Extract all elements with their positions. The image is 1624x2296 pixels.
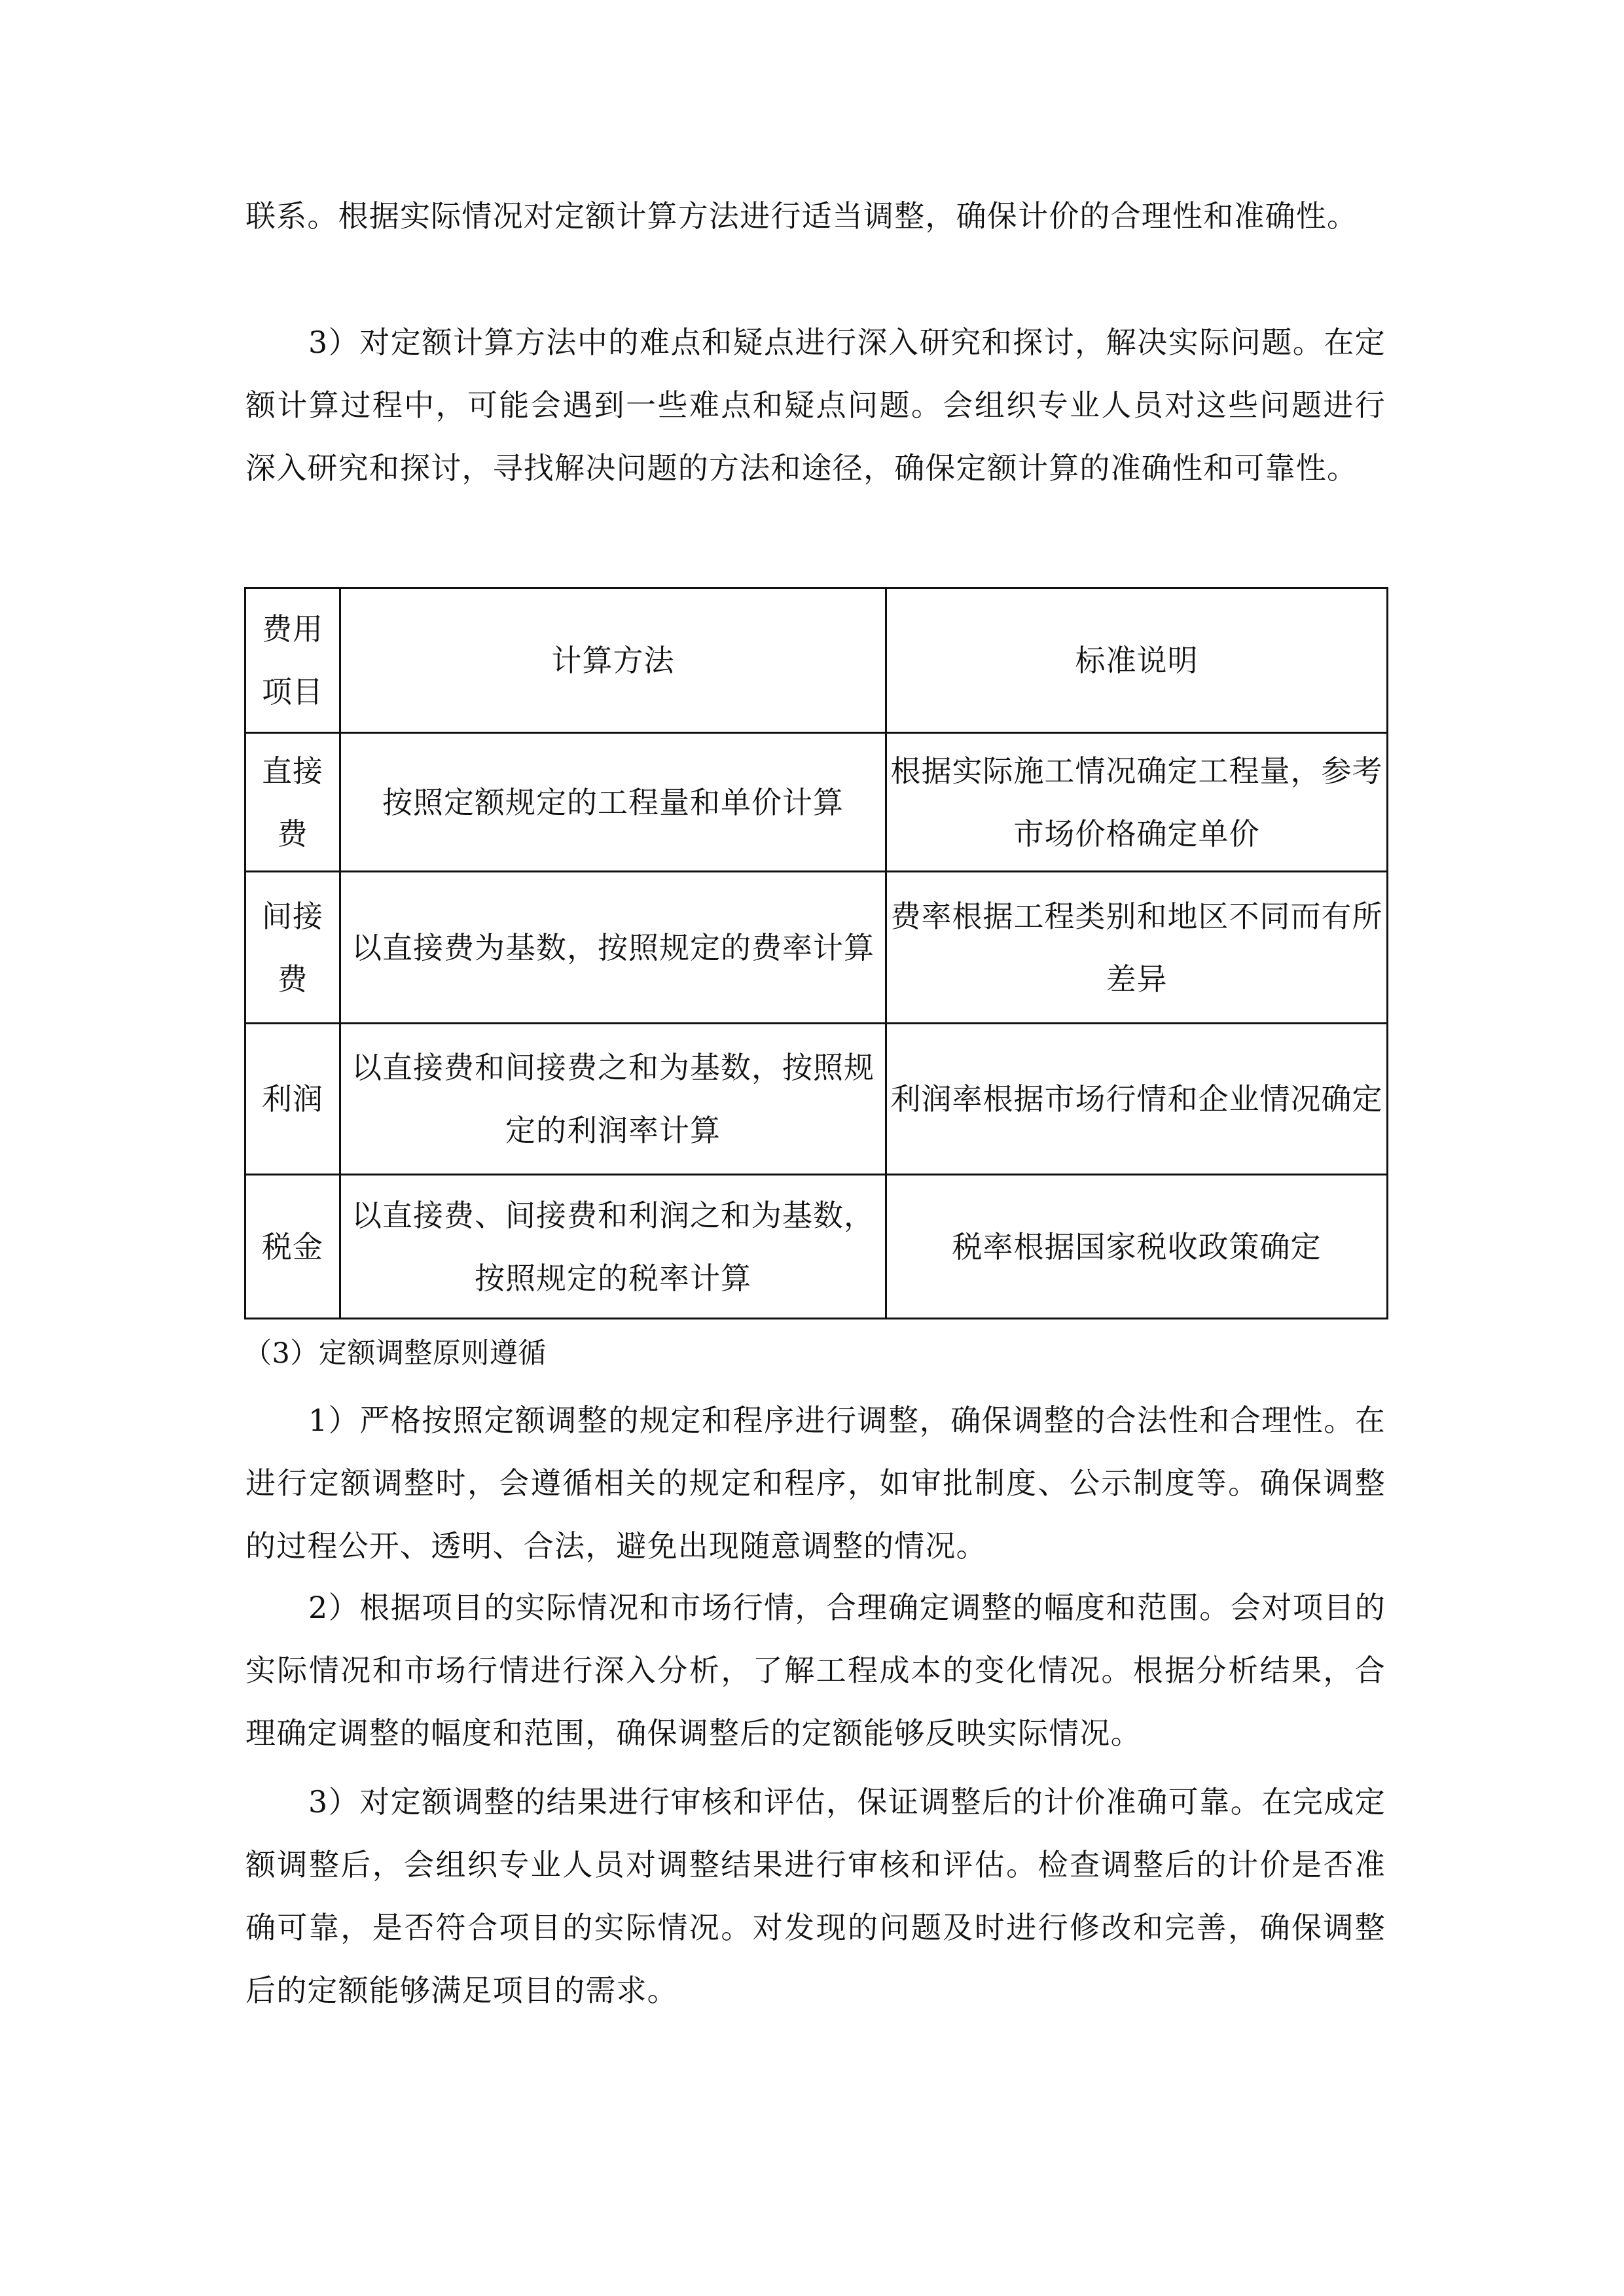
header-cost-item-line2: 项目: [262, 674, 323, 709]
table-header-row: [245, 588, 1388, 733]
cell-cost-item-line1: 直接: [262, 753, 323, 789]
table-row: [245, 733, 1388, 872]
cell-calculation-method: 以直接费、间接费和利润之和为基数，按照规定的税率计算: [340, 1175, 886, 1319]
cell-cost-item-line2: 费: [277, 961, 308, 997]
cell-cost-item-line1: 利润: [262, 1081, 323, 1117]
paragraph-continuation: 联系。根据实际情况对定额计算方法进行适当调整，确保计价的合理性和准确性。: [245, 198, 1358, 234]
cell-calculation-method: 按照定额规定的工程量和单价计算: [340, 733, 886, 872]
paragraph-adjust-1: 1）严格按照定额调整的规定和程序进行调整，确保调整的合法性和合理性。在进行定额调整时，会遵循相关的规定和程序，如审批制度、公示制度等。确保调整的过程公开、透明、合法，避免出现随意调整的情况。: [245, 1403, 1386, 1564]
table-row: [245, 872, 1388, 1024]
header-standard-description: 标准说明: [886, 588, 1388, 733]
cell-calculation-method: 以直接费和间接费之和为基数，按照规定的利润率计算: [340, 1024, 886, 1175]
cell-cost-item-line2: 费: [277, 816, 308, 852]
cost-calculation-table: [244, 587, 1388, 1319]
table-row: [245, 1024, 1388, 1175]
cell-standard-description: 费率根据工程类别和地区不同而有所差异: [886, 872, 1388, 1024]
cell-standard-description: 根据实际施工情况确定工程量，参考市场价格确定单价: [886, 733, 1388, 872]
cell-cost-item: [245, 1175, 340, 1319]
header-calculation-method: 计算方法: [340, 588, 886, 733]
cell-standard-description: 利润率根据市场行情和企业情况确定: [886, 1024, 1388, 1175]
cell-cost-item: [245, 733, 340, 872]
header-cost-item-line1: 费用: [262, 611, 323, 647]
cell-cost-item-line1: 间接: [262, 898, 323, 934]
paragraph-adjust-3: 3）对定额调整的结果进行审核和评估，保证调整后的计价准确可靠。在完成定额调整后，会组织专业人员对调整结果进行审核和评估。检查调整后的计价是否准确可靠，是否符合项目的实际情况。对发现的问题及时进行修改和完善，确保调整后的定额能够满足项目的需求。: [245, 1784, 1386, 2008]
paragraph-item-3-difficulties: 3）对定额计算方法中的难点和疑点进行深入研究和探讨，解决实际问题。在定额计算过程中，可能会遇到一些难点和疑点问题。会组织专业人员对这些问题进行深入研究和探讨，寻找解决问题的方法和途径，确保定额计算的准确性和可靠性。: [245, 325, 1386, 486]
section-heading-adjustment-principles: （3）定额调整原则遵循: [244, 1337, 547, 1370]
cell-cost-item: [245, 872, 340, 1024]
paragraph-adjust-2: 2）根据项目的实际情况和市场行情，合理确定调整的幅度和范围。会对项目的实际情况和市场行情进行深入分析，了解工程成本的变化情况。根据分析结果，合理确定调整的幅度和范围，确保调整后的定额能够反映实际情况。: [245, 1590, 1386, 1751]
table-row: [245, 1175, 1388, 1319]
header-cost-item: [245, 588, 340, 733]
cell-calculation-method: 以直接费为基数，按照规定的费率计算: [340, 872, 886, 1024]
cell-cost-item: [245, 1024, 340, 1175]
cell-cost-item-line1: 税金: [262, 1229, 323, 1265]
cell-standard-description: 税率根据国家税收政策确定: [886, 1175, 1388, 1319]
